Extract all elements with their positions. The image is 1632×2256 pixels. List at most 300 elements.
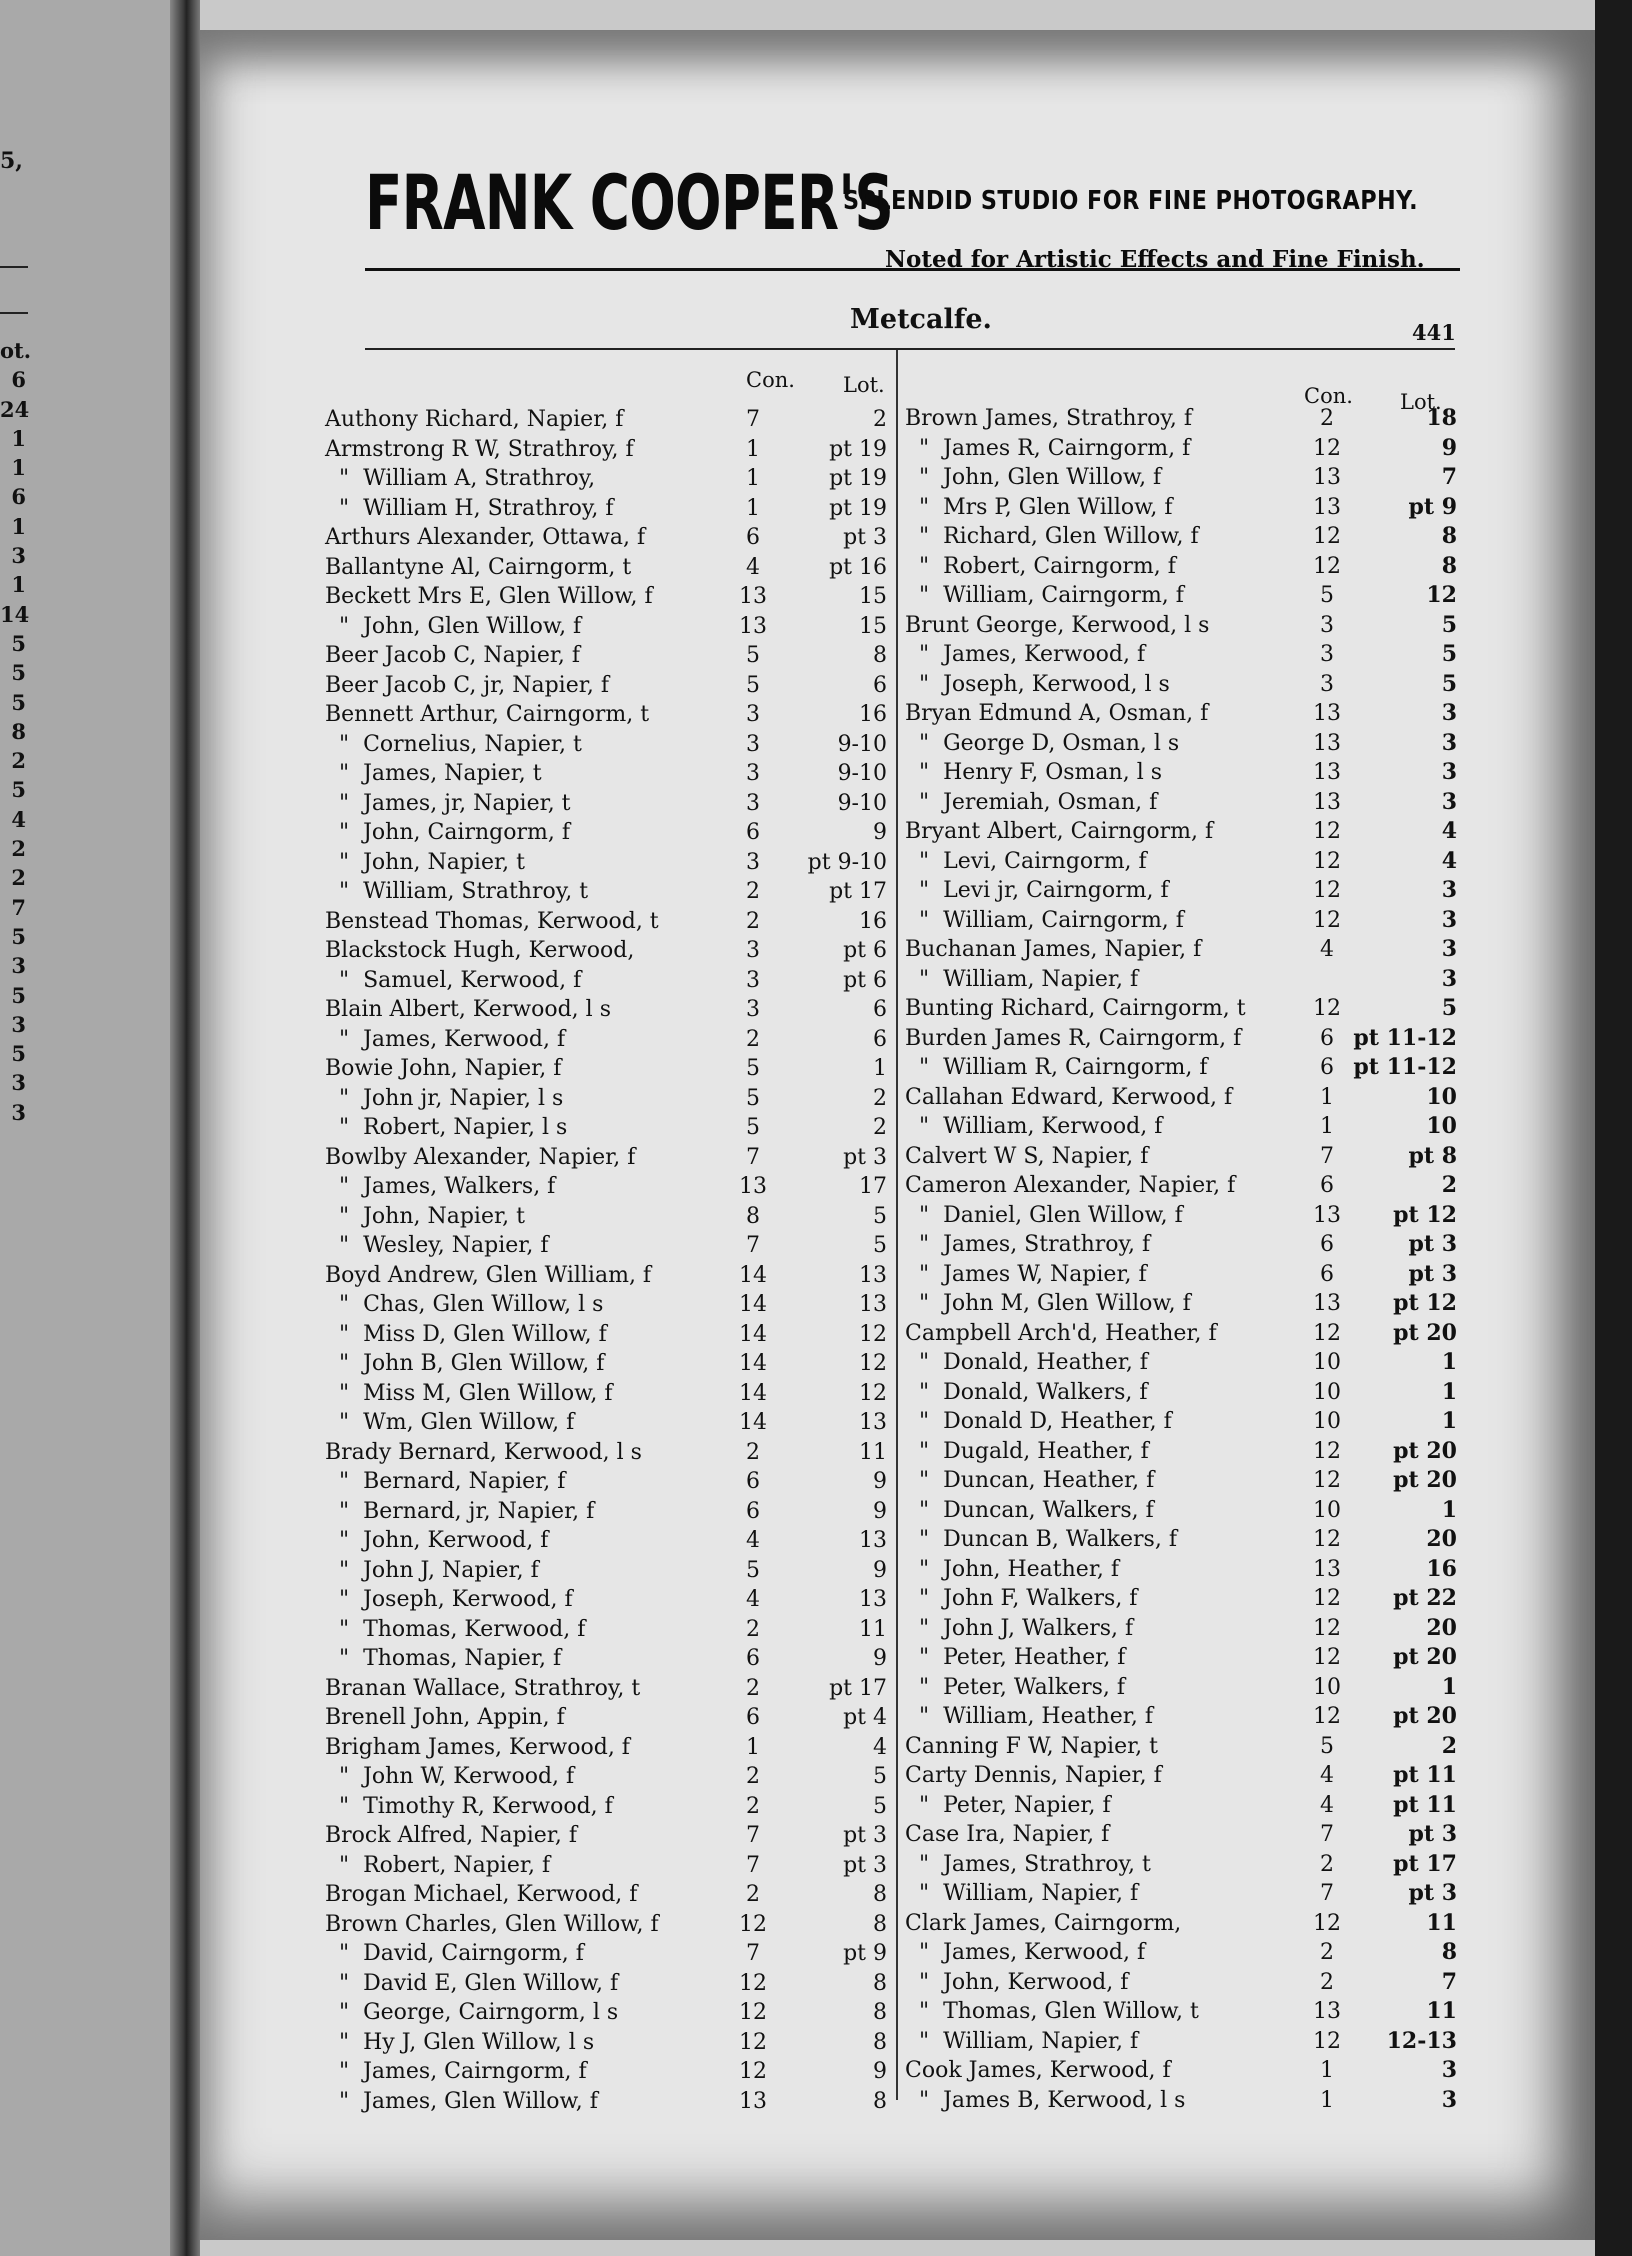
entry-concession: 12 — [1313, 1320, 1341, 1346]
entry-name: " Wm, Glen Willow, f — [325, 1410, 575, 1435]
entry-concession: 7 — [746, 407, 760, 432]
entry-concession: 12 — [1313, 878, 1341, 903]
entry-name: " William A, Strathroy, — [325, 466, 596, 491]
directory-entry — [905, 1791, 1455, 1821]
directory-entry — [905, 1761, 1455, 1791]
directory-entry — [325, 1556, 900, 1586]
entry-lot: 9 — [873, 820, 887, 845]
book-spine — [170, 0, 200, 2256]
directory-entry — [905, 670, 1455, 700]
header-rule — [365, 268, 1460, 271]
previous-page-column-head: ot. — [0, 338, 32, 363]
directory-entry — [325, 1969, 900, 1999]
entry-lot: 5 — [1441, 995, 1457, 1021]
entry-concession: 7 — [746, 1852, 760, 1878]
entry-name: " Bernard, Napier, f — [325, 1469, 566, 1494]
entry-concession: 12 — [1313, 1645, 1341, 1670]
entry-concession: 7 — [746, 1144, 760, 1170]
directory-entry — [905, 493, 1455, 523]
entry-concession: 4 — [1320, 937, 1334, 962]
entry-lot: 15 — [859, 584, 887, 609]
entry-concession: 13 — [1313, 494, 1341, 520]
previous-page-value: 7 — [11, 894, 26, 920]
entry-lot: 8 — [1441, 552, 1457, 579]
entry-name: Beer Jacob C, Napier, f — [325, 643, 581, 668]
entry-name: " James, Kerwood, f — [905, 642, 1146, 667]
entry-name: Bryant Albert, Cairngorm, f — [905, 819, 1214, 844]
entry-lot: 1 — [1441, 1408, 1457, 1434]
directory-entry — [905, 1112, 1455, 1142]
entry-name: " Richard, Glen Willow, f — [905, 524, 1199, 549]
directory-entry — [325, 1762, 900, 1792]
previous-page-value: 2 — [11, 865, 26, 891]
directory-entry — [905, 906, 1455, 936]
directory-entry — [325, 1644, 900, 1674]
entry-name: " Daniel, Glen Willow, f — [905, 1202, 1183, 1228]
entry-name: " John J, Walkers, f — [905, 1615, 1134, 1641]
directory-entry — [325, 612, 900, 642]
entry-concession: 13 — [1313, 701, 1341, 726]
right-directory-column — [905, 404, 1455, 2115]
directory-entry — [905, 729, 1455, 759]
entry-lot: 10 — [1426, 1113, 1457, 1139]
previous-page-value: 1 — [11, 455, 26, 481]
entry-lot: 11 — [1426, 1909, 1457, 1936]
entry-concession: 10 — [1313, 1409, 1341, 1434]
directory-entry — [325, 1231, 900, 1261]
previous-page-header-fragment: 5, — [0, 148, 23, 174]
entry-concession: 4 — [746, 554, 760, 580]
entry-lot: 9-10 — [837, 761, 887, 786]
entry-concession: 5 — [746, 1115, 760, 1140]
entry-name: " Levi, Cairngorm, f — [905, 848, 1147, 874]
entry-concession: 6 — [1320, 1173, 1334, 1198]
directory-entry — [325, 730, 900, 760]
entry-lot: 4 — [1441, 847, 1457, 874]
directory-entry — [325, 2087, 900, 2117]
entry-lot: pt 20 — [1393, 1319, 1457, 1346]
entry-concession: 3 — [1320, 671, 1334, 697]
directory-entry — [325, 1939, 900, 1969]
entry-name: " Joseph, Kerwood, l s — [905, 671, 1170, 697]
entry-concession: 14 — [739, 1292, 767, 1317]
entry-concession: 8 — [746, 1203, 760, 1229]
entry-lot: pt 3 — [1408, 1880, 1457, 1906]
directory-entry — [325, 1703, 900, 1733]
entry-name: " Donald, Heather, f — [905, 1350, 1148, 1375]
entry-lot: 8 — [873, 2000, 887, 2025]
entry-lot: 9 — [873, 1557, 887, 1583]
entry-lot: pt 11-12 — [1353, 1054, 1457, 1080]
entry-concession: 13 — [1313, 1556, 1341, 1582]
entry-name: " Duncan, Walkers, f — [905, 1497, 1154, 1523]
entry-lot: pt 17 — [829, 879, 887, 904]
entry-name: " Duncan, Heather, f — [905, 1468, 1155, 1493]
directory-entry — [325, 582, 900, 612]
entry-lot: 2 — [873, 407, 887, 432]
entry-name: " William R, Cairngorm, f — [905, 1055, 1208, 1080]
entry-concession: 14 — [739, 1380, 767, 1406]
directory-entry — [905, 1466, 1455, 1496]
entry-lot: 9 — [873, 1498, 887, 1524]
directory-entry — [905, 1496, 1455, 1526]
previous-page-value: 24 — [0, 396, 30, 422]
entry-lot: 8 — [873, 2029, 887, 2055]
entry-name: " Peter, Napier, f — [905, 1792, 1111, 1818]
directory-entry — [325, 848, 900, 878]
entry-lot: 3 — [1441, 906, 1457, 933]
entry-name: Case Ira, Napier, f — [905, 1822, 1110, 1847]
entry-lot: 8 — [873, 2088, 887, 2114]
entry-concession: 3 — [746, 731, 760, 757]
entry-name: " William, Strathroy, t — [325, 879, 589, 904]
entry-concession: 12 — [1313, 1704, 1341, 1729]
directory-entry — [325, 1851, 900, 1881]
entry-name: " John, Glen Willow, f — [325, 613, 582, 639]
entry-concession: 4 — [746, 1587, 760, 1612]
entry-name: Brown James, Strathroy, f — [905, 406, 1192, 431]
entry-concession: 3 — [1320, 642, 1334, 667]
directory-entry — [325, 1408, 900, 1438]
entry-concession: 1 — [1320, 1114, 1334, 1139]
entry-name: " James, Glen Willow, f — [325, 2088, 598, 2114]
entry-concession: 6 — [746, 1646, 760, 1671]
directory-entry — [905, 552, 1455, 582]
entry-lot: 20 — [1426, 1614, 1457, 1641]
entry-lot: 18 — [1426, 405, 1457, 431]
entry-lot: 8 — [873, 1882, 887, 1907]
entry-name: Beer Jacob C, jr, Napier, f — [325, 672, 609, 698]
entry-lot: 7 — [1441, 1968, 1457, 1995]
entry-concession: 6 — [746, 525, 760, 550]
entry-concession: 12 — [739, 2059, 767, 2084]
entry-concession: 12 — [1313, 1527, 1341, 1552]
directory-entry — [325, 494, 900, 524]
entry-lot: 17 — [859, 1174, 887, 1199]
directory-entry — [325, 1615, 900, 1645]
entry-concession: 5 — [746, 643, 760, 668]
directory-entry — [905, 1289, 1455, 1319]
previous-page-value: 3 — [11, 953, 26, 979]
directory-entry — [325, 1379, 900, 1409]
entry-lot: 6 — [873, 997, 887, 1022]
entry-lot: 12 — [859, 1321, 887, 1347]
entry-concession: 3 — [746, 702, 760, 727]
directory-entry — [905, 1171, 1455, 1201]
directory-entry — [905, 1643, 1455, 1673]
directory-entry — [325, 405, 900, 435]
entry-name: Bunting Richard, Cairngorm, t — [905, 996, 1246, 1021]
entry-name: Ballantyne Al, Cairngorm, t — [325, 554, 632, 580]
entry-lot: pt 20 — [1393, 1703, 1457, 1729]
directory-entry — [325, 1202, 900, 1232]
advert-tagline: SPLENDID STUDIO FOR FINE PHOTOGRAPHY. — [843, 186, 1419, 216]
entry-lot: pt 4 — [843, 1705, 887, 1730]
previous-page-value: 3 — [11, 543, 26, 569]
entry-lot: pt 6 — [843, 938, 887, 963]
entry-concession: 2 — [1320, 406, 1334, 431]
entry-lot: pt 3 — [1408, 1821, 1457, 1847]
entry-concession: 14 — [739, 1351, 767, 1376]
entry-concession: 13 — [1313, 1202, 1341, 1228]
entry-name: " William, Cairngorm, f — [905, 907, 1184, 933]
entry-name: " John jr, Napier, l s — [325, 1085, 564, 1111]
entry-lot: pt 3 — [1408, 1260, 1457, 1287]
entry-name: " William H, Strathroy, f — [325, 495, 614, 521]
directory-entry — [325, 1438, 900, 1468]
directory-entry — [325, 553, 900, 583]
directory-entry — [325, 877, 900, 907]
entry-name: Canning F W, Napier, t — [905, 1733, 1159, 1759]
entry-lot: pt 19 — [829, 436, 887, 462]
title-rule — [365, 348, 1455, 350]
directory-entry — [905, 2027, 1455, 2057]
entry-lot: pt 19 — [829, 466, 887, 491]
directory-entry — [905, 1437, 1455, 1467]
entry-lot: 9 — [873, 2059, 887, 2084]
previous-page-value: 5 — [11, 982, 26, 1008]
previous-page-lot-column — [0, 336, 30, 1127]
entry-lot: 1 — [1441, 1496, 1457, 1523]
entry-lot: 11 — [859, 1616, 887, 1642]
entry-concession: 4 — [1320, 1792, 1334, 1818]
directory-entry — [905, 522, 1455, 552]
entry-name: " John J, Napier, f — [325, 1557, 539, 1583]
entry-concession: 12 — [1313, 524, 1341, 549]
previous-page-edge — [0, 0, 190, 2256]
entry-concession: 14 — [739, 1321, 767, 1347]
entry-lot: pt 17 — [829, 1675, 887, 1701]
entry-lot: 8 — [1441, 523, 1457, 549]
entry-concession: 12 — [1313, 1438, 1341, 1464]
entry-concession: 12 — [1313, 907, 1341, 933]
entry-concession: 10 — [1313, 1674, 1341, 1700]
entry-lot: pt 11 — [1393, 1762, 1457, 1788]
page-title: Metcalfe. — [850, 304, 992, 335]
directory-entry — [325, 523, 900, 553]
entry-concession: 13 — [1313, 760, 1341, 785]
directory-entry — [905, 1319, 1455, 1349]
directory-entry — [905, 1732, 1455, 1762]
entry-lot: 9 — [1441, 434, 1457, 461]
advert-studio-name: FRANK COOPER'S — [365, 158, 894, 247]
entry-concession: 13 — [739, 584, 767, 609]
entry-name: " Robert, Napier, f — [325, 1852, 551, 1878]
previous-page-value: 3 — [11, 1099, 26, 1125]
directory-entry — [905, 1997, 1455, 2027]
entry-name: " John, Kerwood, f — [905, 1969, 1129, 1995]
entry-concession: 7 — [1320, 1881, 1334, 1906]
entry-name: " Henry F, Osman, l s — [905, 760, 1163, 785]
entry-name: " William, Cairngorm, f — [905, 583, 1184, 608]
entry-lot: 8 — [873, 643, 887, 668]
entry-name: Bowie John, Napier, f — [325, 1056, 562, 1081]
entry-lot: 8 — [873, 1970, 887, 1996]
entry-concession: 6 — [746, 1705, 760, 1730]
entry-lot: 5 — [873, 1764, 887, 1789]
entry-name: Blackstock Hugh, Kerwood, — [325, 938, 635, 963]
entry-concession: 10 — [1313, 1379, 1341, 1405]
left-directory-column — [325, 405, 900, 2116]
directory-entry — [325, 1880, 900, 1910]
directory-entry — [325, 1910, 900, 1940]
entry-name: Carty Dennis, Napier, f — [905, 1763, 1162, 1788]
previous-page-value: 8 — [11, 718, 26, 744]
entry-lot: 4 — [1441, 818, 1457, 844]
directory-entry — [905, 965, 1455, 995]
entry-lot: 5 — [1441, 670, 1457, 697]
directory-entry — [325, 1998, 900, 2028]
entry-name: " Dugald, Heather, f — [905, 1438, 1149, 1464]
entry-lot: 13 — [859, 1292, 887, 1317]
entry-concession: 2 — [746, 1764, 760, 1789]
entry-lot: pt 12 — [1393, 1290, 1457, 1316]
entry-name: " John, Heather, f — [905, 1556, 1120, 1582]
entry-name: " James, jr, Napier, t — [325, 790, 571, 816]
entry-concession: 5 — [746, 1085, 760, 1111]
entry-name: " David, Cairngorm, f — [325, 1941, 584, 1966]
entry-concession: 12 — [739, 2029, 767, 2055]
entry-lot: 1 — [1441, 1349, 1457, 1375]
entry-concession: 12 — [1313, 1615, 1341, 1641]
entry-lot: pt 3 — [1408, 1231, 1457, 1257]
entry-name: " Samuel, Kerwood, f — [325, 967, 582, 993]
entry-name: Boyd Andrew, Glen William, f — [325, 1262, 652, 1288]
entry-concession: 3 — [1320, 612, 1334, 638]
directory-entry — [905, 1909, 1455, 1939]
directory-entry — [325, 700, 900, 730]
entry-lot: pt 11-12 — [1353, 1024, 1457, 1051]
directory-entry — [905, 1201, 1455, 1231]
directory-entry — [325, 1054, 900, 1084]
entry-name: Blain Albert, Kerwood, l s — [325, 997, 611, 1022]
entry-lot: 12 — [859, 1380, 887, 1406]
entry-lot: 16 — [1426, 1555, 1457, 1582]
entry-concession: 6 — [1320, 1025, 1334, 1051]
entry-lot: pt 9 — [843, 1941, 887, 1966]
entry-concession: 12 — [1313, 1468, 1341, 1493]
entry-name: Armstrong R W, Strathroy, f — [325, 436, 634, 462]
entry-concession: 5 — [1320, 583, 1334, 608]
directory-entry — [905, 1348, 1455, 1378]
advert-subline: Noted for Artistic Effects and Fine Finish. — [885, 246, 1425, 273]
directory-entry — [325, 1467, 900, 1497]
entry-concession: 3 — [746, 761, 760, 786]
entry-lot: 9 — [873, 1469, 887, 1494]
directory-entry — [905, 758, 1455, 788]
entry-concession: 4 — [1320, 1763, 1334, 1788]
entry-concession: 13 — [1313, 789, 1341, 815]
directory-entry — [325, 464, 900, 494]
previous-page-value: 5 — [11, 1041, 26, 1067]
entry-name: " Robert, Cairngorm, f — [905, 553, 1176, 579]
directory-entry — [905, 994, 1455, 1024]
entry-name: Beckett Mrs E, Glen Willow, f — [325, 584, 653, 609]
entry-lot: pt 12 — [1393, 1201, 1457, 1228]
entry-lot: 3 — [1441, 2086, 1457, 2113]
entry-lot: pt 11 — [1393, 1791, 1457, 1818]
entry-lot: 1 — [873, 1056, 887, 1081]
entry-name: " James, Cairngorm, f — [325, 2059, 587, 2084]
entry-lot: 3 — [1441, 2057, 1457, 2083]
entry-lot: 12 — [859, 1351, 887, 1376]
directory-entry — [325, 641, 900, 671]
entry-name: " James, Strathroy, t — [905, 1851, 1151, 1877]
entry-concession: 6 — [746, 1498, 760, 1524]
directory-entry — [325, 1143, 900, 1173]
entry-lot: 3 — [1441, 788, 1457, 815]
entry-concession: 2 — [1320, 1969, 1334, 1995]
directory-entry — [905, 1260, 1455, 1290]
entry-name: " William, Heather, f — [905, 1704, 1154, 1729]
entry-concession: 13 — [739, 2088, 767, 2114]
entry-name: " James, Napier, t — [325, 761, 542, 786]
directory-entry — [325, 2028, 900, 2058]
entry-concession: 12 — [1313, 819, 1341, 844]
entry-concession: 12 — [1313, 553, 1341, 579]
previous-page-value: 5 — [11, 660, 26, 686]
entry-concession: 7 — [746, 1941, 760, 1966]
entry-name: " Donald D, Heather, f — [905, 1409, 1172, 1434]
directory-entry — [325, 759, 900, 789]
entry-lot: 3 — [1441, 965, 1457, 992]
entry-lot: 13 — [859, 1262, 887, 1288]
entry-concession: 10 — [1313, 1350, 1341, 1375]
entry-name: " Jeremiah, Osman, f — [905, 789, 1158, 815]
entry-name: " William, Napier, f — [905, 966, 1139, 992]
directory-entry — [325, 1733, 900, 1763]
directory-entry — [905, 847, 1455, 877]
directory-entry — [905, 611, 1455, 641]
entry-concession: 1 — [746, 466, 760, 491]
entry-lot: 9-10 — [837, 790, 887, 816]
entry-lot: 2 — [1441, 1172, 1457, 1198]
entry-concession: 2 — [746, 1882, 760, 1907]
entry-name: Callahan Edward, Kerwood, f — [905, 1084, 1233, 1110]
directory-entry — [325, 1349, 900, 1379]
entry-name: " James B, Kerwood, l s — [905, 2087, 1186, 2113]
entry-lot: 8 — [1441, 1939, 1457, 1965]
entry-concession: 2 — [746, 1616, 760, 1642]
entry-lot: 9 — [873, 1646, 887, 1671]
entry-lot: pt 6 — [843, 967, 887, 993]
entry-concession: 1 — [1320, 2058, 1334, 2083]
directory-entry — [905, 2056, 1455, 2086]
left-lot-header: Lot. — [843, 373, 885, 397]
entry-lot: 16 — [859, 702, 887, 727]
directory-entry — [325, 671, 900, 701]
directory-entry — [905, 1230, 1455, 1260]
entry-lot: 9-10 — [837, 731, 887, 757]
entry-concession: 3 — [746, 938, 760, 963]
directory-entry — [325, 995, 900, 1025]
entry-name: " James, Strathroy, f — [905, 1232, 1151, 1257]
entry-name: " Peter, Heather, f — [905, 1645, 1126, 1670]
entry-name: Brigham James, Kerwood, f — [325, 1734, 630, 1760]
directory-entry — [905, 876, 1455, 906]
entry-concession: 7 — [746, 1233, 760, 1258]
directory-entry — [325, 789, 900, 819]
entry-lot: 3 — [1441, 729, 1457, 756]
directory-entry — [905, 640, 1455, 670]
entry-name: " Joseph, Kerwood, f — [325, 1587, 573, 1612]
entry-concession: 3 — [746, 967, 760, 993]
entry-name: " George D, Osman, l s — [905, 730, 1180, 756]
previous-page-value: 5 — [11, 777, 26, 803]
directory-entry — [905, 1938, 1455, 1968]
directory-entry — [325, 936, 900, 966]
entry-name: Brady Bernard, Kerwood, l s — [325, 1439, 642, 1465]
